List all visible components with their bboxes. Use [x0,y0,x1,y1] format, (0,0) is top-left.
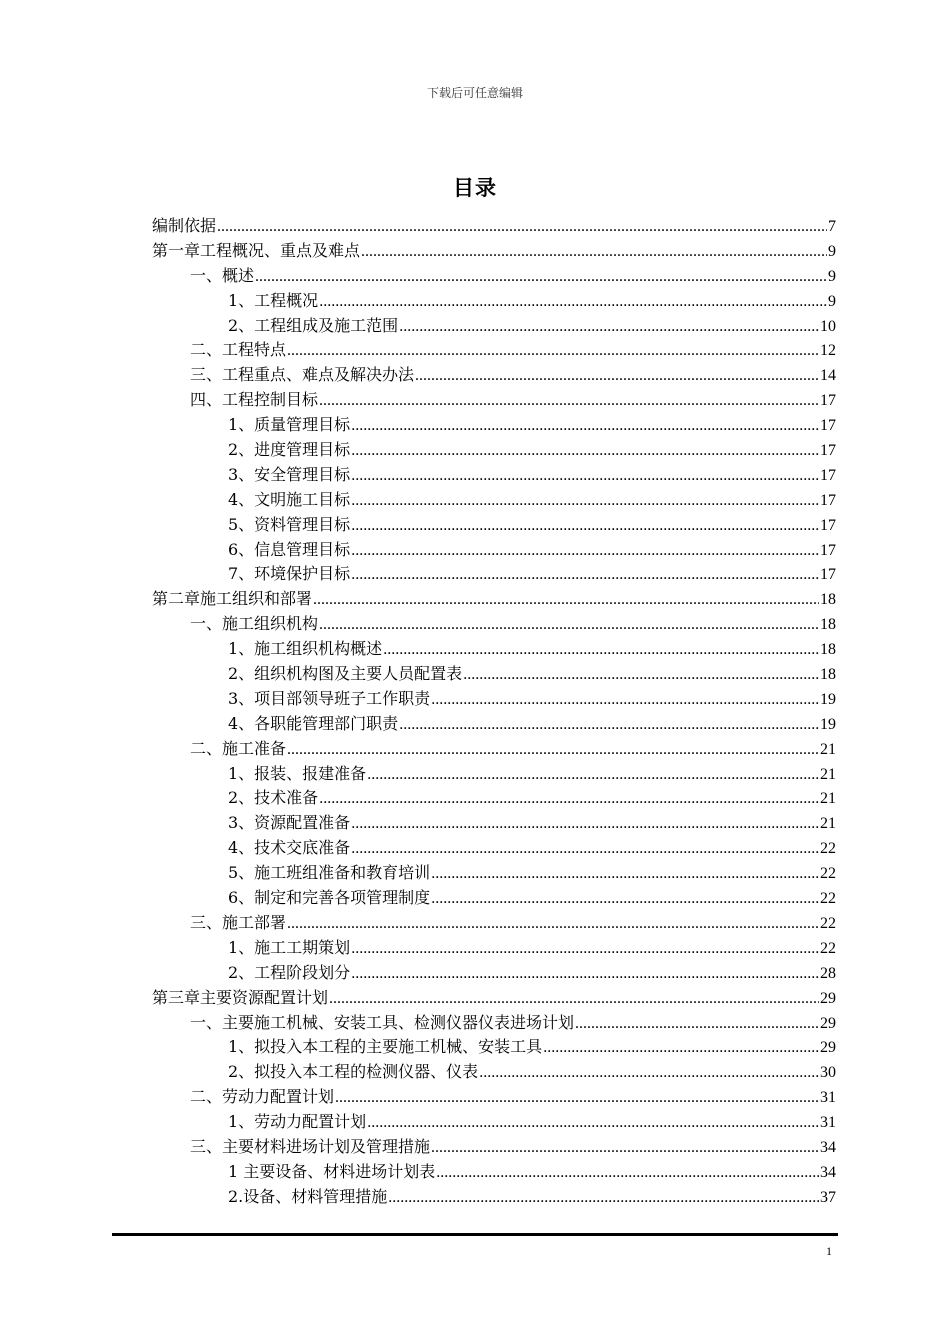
toc-entry[interactable] [152,463,836,488]
toc-dot-leader [479,1061,819,1086]
toc-entry[interactable] [152,289,836,314]
toc-entry-page: 30 [820,1064,836,1082]
toc-entry-page: 9 [828,242,836,260]
toc-dot-leader [383,638,819,663]
toc-entry-page: 29 [820,1039,836,1057]
toc-dot-leader [217,215,827,240]
toc-entry[interactable] [152,1085,836,1110]
toc-entry-label: 1、施工组织机构概述 [228,639,383,659]
toc-entry-page: 22 [820,865,836,883]
toc-entry-page: 17 [820,442,836,460]
toc-entry-page: 7 [828,218,836,235]
toc-dot-leader [329,987,819,1012]
toc-entry-page: 31 [820,1114,836,1132]
toc-entry[interactable] [152,1110,836,1135]
toc-entry-page: 18 [820,641,836,659]
toc-dot-leader [287,738,819,763]
toc-entry-label: 2、进度管理目标 [228,440,351,460]
toc-entry[interactable] [152,1135,836,1160]
toc-dot-leader [319,613,819,638]
toc-entry-page: 34 [820,1138,836,1156]
toc-entry-label: 3、安全管理目标 [228,464,351,484]
page-number: 1 [826,1244,832,1258]
toc-entry[interactable] [152,338,836,363]
toc-dot-leader [319,787,819,812]
toc-entry-label: 1、质量管理目标 [228,415,351,435]
toc-dot-leader [255,265,827,290]
toc-entry-label: 一、主要施工机械、安装工具、检测仪器仪表进场计划 [190,1012,575,1032]
toc-entry-label: 3、资源配置准备 [228,813,351,833]
toc-entry-page: 21 [820,765,836,783]
toc-dot-leader [367,1111,819,1136]
toc-dot-leader [351,464,819,489]
toc-entry-page: 17 [820,392,836,410]
toc-entry-page: 31 [820,1089,836,1107]
toc-entry-label: 第三章主要资源配置计划 [152,987,329,1007]
toc-entry[interactable] [152,214,836,239]
toc-entry[interactable] [152,1060,836,1085]
toc-entry-page: 21 [820,815,836,833]
toc-entry-page: 18 [820,591,836,609]
toc-dot-leader [399,713,819,738]
toc-entry[interactable] [152,911,836,936]
toc-entry[interactable] [152,538,836,563]
toc-entry-page: 17 [820,491,836,509]
toc-entry[interactable] [152,413,836,438]
toc-entry-page: 17 [820,516,836,534]
toc-dot-leader [351,439,819,464]
toc-dot-leader [431,688,819,713]
toc-entry[interactable] [152,438,836,463]
toc-title: 目录 [453,175,497,200]
toc-dot-leader [367,763,819,788]
toc-entry-page: 37 [820,1188,836,1206]
toc-entry-label: 2、工程组成及施工范围 [228,315,399,335]
toc-entry-label: 2、工程阶段划分 [228,962,351,982]
toc-entry-label: 1、劳动力配置计划 [228,1112,367,1132]
toc-entry-label: 5、施工班组准备和教育培训 [228,863,431,883]
toc-entry-page: 14 [820,367,836,385]
toc-entry-page: 21 [820,790,836,808]
toc-dot-leader [351,937,819,962]
toc-entry-page: 19 [820,690,836,708]
toc-entry-page: 10 [820,317,836,335]
toc-entry-label: 三、工程重点、难点及解决办法 [190,365,415,385]
toc-entry-label: 4、各职能管理部门职责 [228,713,399,733]
toc-entry-label: 7、环境保护目标 [228,564,351,584]
toc-dot-leader [287,339,819,364]
footer-divider [112,1233,838,1236]
toc-entry-label: 一、施工组织机构 [190,614,319,634]
toc-entry-label: 二、劳动力配置计划 [190,1087,335,1107]
toc-dot-leader [351,812,819,837]
table-of-contents [152,214,836,1210]
toc-entry[interactable] [152,786,836,811]
toc-dot-leader [575,1012,819,1037]
page-header: 下载后可任意编辑 [426,86,523,100]
toc-entry[interactable] [152,811,836,836]
toc-dot-leader [436,1161,819,1186]
toc-entry[interactable] [152,562,836,587]
toc-entry[interactable] [152,612,836,637]
toc-dot-leader [319,290,827,315]
toc-entry[interactable] [152,1160,836,1185]
toc-entry-page: 21 [820,740,836,758]
toc-dot-leader [287,912,819,937]
toc-dot-leader [351,539,819,564]
toc-entry-page: 28 [820,964,836,982]
toc-dot-leader [313,588,819,613]
toc-entry-page: 22 [820,890,836,908]
toc-dot-leader [431,862,819,887]
toc-entry-label: 5、资料管理目标 [228,514,351,534]
toc-entry[interactable] [152,314,836,339]
toc-entry-label: 1 主要设备、材料进场计划表 [228,1161,436,1181]
toc-entry[interactable] [152,936,836,961]
toc-entry[interactable] [152,687,836,712]
toc-entry[interactable] [152,363,836,388]
toc-dot-leader [431,1136,819,1161]
toc-entry-page: 9 [828,292,836,310]
toc-entry[interactable] [152,961,836,986]
toc-entry[interactable] [152,388,836,413]
toc-entry-label: 1、工程概况 [228,290,319,310]
toc-entry-page: 17 [820,541,836,559]
toc-dot-leader [543,1036,819,1061]
toc-entry-label: 2、组织机构图及主要人员配置表 [228,664,463,684]
toc-entry[interactable] [152,737,836,762]
toc-entry-label: 1、报装、报建准备 [228,763,367,783]
toc-entry-page: 19 [820,715,836,733]
toc-entry[interactable] [152,886,836,911]
toc-dot-leader [399,315,819,340]
toc-entry-label: 1、施工工期策划 [228,937,351,957]
toc-entry[interactable] [152,712,836,737]
toc-entry-page: 22 [820,840,836,858]
toc-dot-leader [351,489,819,514]
toc-entry-page: 29 [820,1014,836,1032]
toc-entry-label: 2、拟投入本工程的检测仪器、仪表 [228,1062,479,1082]
toc-dot-leader [388,1186,819,1211]
toc-dot-leader [335,1086,819,1111]
toc-entry-page: 17 [820,566,836,584]
toc-entry[interactable] [152,264,836,289]
toc-entry[interactable] [152,637,836,662]
toc-entry-label: 6、制定和完善各项管理制度 [228,888,431,908]
toc-entry-page: 12 [820,342,836,360]
toc-entry-page: 29 [820,989,836,1007]
toc-entry-page: 9 [828,267,836,285]
toc-entry-page: 18 [820,666,836,684]
toc-entry[interactable] [152,836,836,861]
toc-entry-label: 第一章工程概况、重点及难点 [152,240,361,260]
toc-dot-leader [431,887,819,912]
toc-entry-label: 二、工程特点 [190,340,287,360]
toc-entry-page: 17 [820,466,836,484]
toc-entry[interactable] [152,488,836,513]
toc-entry[interactable] [152,861,836,886]
toc-dot-leader [351,414,819,439]
toc-entry-label: 二、施工准备 [190,738,287,758]
toc-entry-label: 一、概述 [190,265,255,285]
toc-entry-page: 18 [820,616,836,634]
toc-dot-leader [351,563,819,588]
toc-entry[interactable] [152,1035,836,1060]
toc-entry-label: 6、信息管理目标 [228,539,351,559]
toc-entry[interactable] [152,587,836,612]
toc-entry[interactable] [152,1011,836,1036]
toc-dot-leader [463,663,819,688]
toc-entry-label: 1、拟投入本工程的主要施工机械、安装工具 [228,1037,543,1057]
toc-entry[interactable] [152,986,836,1011]
toc-entry-label: 3、项目部领导班子工作职责 [228,688,431,708]
toc-entry-page: 22 [820,914,836,932]
toc-entry-label: 4、技术交底准备 [228,838,351,858]
toc-entry-label: 2.设备、材料管理措施 [228,1186,388,1206]
toc-entry-label: 三、主要材料进场计划及管理措施 [190,1136,431,1156]
toc-dot-leader [351,514,819,539]
toc-entry-label: 第二章施工组织和部署 [152,589,313,609]
toc-dot-leader [351,962,819,987]
toc-dot-leader [319,389,819,414]
toc-entry-label: 三、施工部署 [190,912,287,932]
toc-entry[interactable] [152,1185,836,1210]
toc-entry[interactable] [152,762,836,787]
toc-entry-label: 四、工程控制目标 [190,390,319,410]
toc-entry-page: 22 [820,939,836,957]
toc-entry-page: 34 [820,1163,836,1181]
toc-entry-label: 4、文明施工目标 [228,489,351,509]
toc-entry[interactable] [152,239,836,264]
toc-entry-label: 2、技术准备 [228,788,319,808]
toc-entry-label: 编制依据 [152,216,217,235]
toc-dot-leader [361,240,827,265]
toc-entry[interactable] [152,662,836,687]
toc-entry-page: 17 [820,417,836,435]
toc-dot-leader [351,837,819,862]
toc-dot-leader [415,364,819,389]
toc-entry[interactable] [152,513,836,538]
